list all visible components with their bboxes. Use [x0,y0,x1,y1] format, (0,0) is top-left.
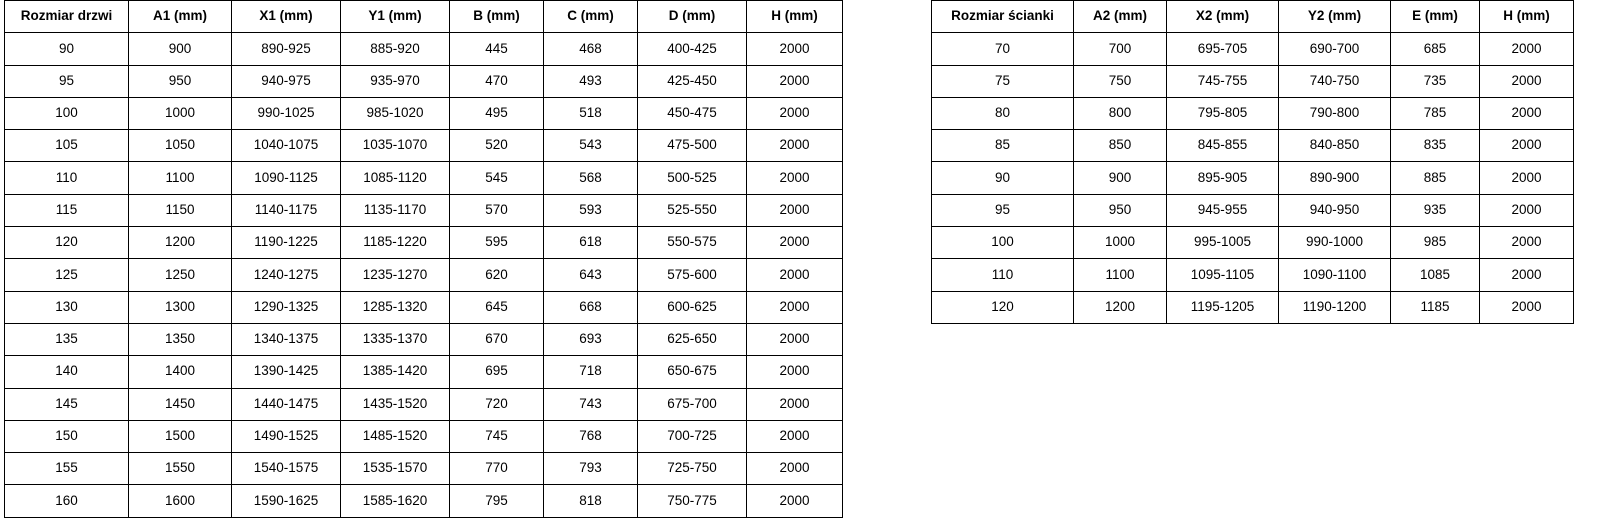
table-row [5,485,843,517]
cell: 2000 [1480,259,1574,291]
cell: 90 [932,162,1074,194]
cell: 890-925 [232,33,341,65]
cell: 845-855 [1167,130,1279,162]
column-header-rozmiar-drzwi: Rozmiar drzwi [5,1,129,33]
cell: 2000 [747,194,843,226]
cell: 600-625 [638,291,747,323]
cell: 695 [450,356,544,388]
cell: 575-600 [638,259,747,291]
cell: 950 [1074,194,1167,226]
cell: 1400 [129,356,232,388]
walls-dimensions-table [931,0,1574,324]
cell: 2000 [1480,97,1574,129]
cell: 795 [450,485,544,517]
table-row [5,453,843,485]
cell: 745 [450,420,544,452]
walls-dimensions-table-container [931,0,1574,324]
cell: 1150 [129,194,232,226]
column-header-x1: X1 (mm) [232,1,341,33]
column-header-a2: A2 (mm) [1074,1,1167,33]
cell: 995-1005 [1167,227,1279,259]
cell: 720 [450,388,544,420]
cell: 2000 [747,259,843,291]
walls-table-header [932,1,1574,33]
cell: 1050 [129,130,232,162]
cell: 885-920 [341,33,450,65]
cell: 1235-1270 [341,259,450,291]
table-row [932,130,1574,162]
cell: 100 [932,227,1074,259]
cell: 900 [1074,162,1167,194]
cell: 743 [544,388,638,420]
column-header-rozmiar-scianki: Rozmiar ścianki [932,1,1074,33]
cell: 1200 [129,227,232,259]
cell: 95 [932,194,1074,226]
cell: 120 [5,227,129,259]
cell: 1000 [129,97,232,129]
cell: 985-1020 [341,97,450,129]
cell: 725-750 [638,453,747,485]
cell: 985 [1391,227,1480,259]
cell: 1435-1520 [341,388,450,420]
cell: 1000 [1074,227,1167,259]
cell: 1340-1375 [232,323,341,355]
cell: 570 [450,194,544,226]
cell: 1190-1200 [1279,291,1391,323]
cell: 1300 [129,291,232,323]
cell: 2000 [747,130,843,162]
cell: 2000 [1480,194,1574,226]
cell: 1185-1220 [341,227,450,259]
table-row [5,130,843,162]
cell: 2000 [1480,130,1574,162]
cell: 895-905 [1167,162,1279,194]
table-row [932,291,1574,323]
cell: 2000 [1480,291,1574,323]
cell: 2000 [747,65,843,97]
cell: 425-450 [638,65,747,97]
cell: 1550 [129,453,232,485]
table-row [5,259,843,291]
cell: 75 [932,65,1074,97]
cell: 935-970 [341,65,450,97]
cell: 900 [129,33,232,65]
cell: 1350 [129,323,232,355]
cell: 568 [544,162,638,194]
cell: 675-700 [638,388,747,420]
cell: 95 [5,65,129,97]
cell: 990-1000 [1279,227,1391,259]
cell: 940-950 [1279,194,1391,226]
cell: 840-850 [1279,130,1391,162]
table-row [932,227,1574,259]
cell: 140 [5,356,129,388]
table-row [932,162,1574,194]
cell: 445 [450,33,544,65]
cell: 1195-1205 [1167,291,1279,323]
cell: 1450 [129,388,232,420]
cell: 100 [5,97,129,129]
cell: 495 [450,97,544,129]
cell: 695-705 [1167,33,1279,65]
cell: 1200 [1074,291,1167,323]
table-row [5,194,843,226]
cell: 990-1025 [232,97,341,129]
cell: 450-475 [638,97,747,129]
cell: 945-955 [1167,194,1279,226]
cell: 735 [1391,65,1480,97]
cell: 670 [450,323,544,355]
table-row [932,97,1574,129]
table-row [932,259,1574,291]
cell: 2000 [747,356,843,388]
cell: 2000 [747,227,843,259]
cell: 520 [450,130,544,162]
cell: 645 [450,291,544,323]
cell: 625-650 [638,323,747,355]
cell: 1135-1170 [341,194,450,226]
cell: 885 [1391,162,1480,194]
column-header-b: B (mm) [450,1,544,33]
walls-table-body [932,33,1574,324]
cell: 2000 [747,420,843,452]
table-row [5,323,843,355]
column-header-c: C (mm) [544,1,638,33]
column-header-x2: X2 (mm) [1167,1,1279,33]
cell: 145 [5,388,129,420]
cell: 650-675 [638,356,747,388]
table-row [5,356,843,388]
table-row [5,388,843,420]
cell: 518 [544,97,638,129]
column-header-a1: A1 (mm) [129,1,232,33]
cell: 668 [544,291,638,323]
cell: 125 [5,259,129,291]
cell: 1390-1425 [232,356,341,388]
cell: 468 [544,33,638,65]
column-header-d: D (mm) [638,1,747,33]
cell: 70 [932,33,1074,65]
cell: 700-725 [638,420,747,452]
cell: 2000 [747,388,843,420]
cell: 470 [450,65,544,97]
cell: 785 [1391,97,1480,129]
cell: 770 [450,453,544,485]
doors-dimensions-table [4,0,843,518]
cell: 740-750 [1279,65,1391,97]
cell: 550-575 [638,227,747,259]
table-row [5,33,843,65]
cell: 2000 [747,33,843,65]
cell: 685 [1391,33,1480,65]
doors-table-header [5,1,843,33]
cell: 2000 [747,453,843,485]
table-row [932,194,1574,226]
cell: 90 [5,33,129,65]
cell: 1500 [129,420,232,452]
cell: 818 [544,485,638,517]
table-row [5,227,843,259]
cell: 115 [5,194,129,226]
cell: 850 [1074,130,1167,162]
cell: 105 [5,130,129,162]
cell: 1090-1100 [1279,259,1391,291]
cell: 545 [450,162,544,194]
cell: 935 [1391,194,1480,226]
cell: 1240-1275 [232,259,341,291]
cell: 525-550 [638,194,747,226]
cell: 1490-1525 [232,420,341,452]
cell: 2000 [747,291,843,323]
column-header-y1: Y1 (mm) [341,1,450,33]
cell: 750-775 [638,485,747,517]
cell: 800 [1074,97,1167,129]
cell: 493 [544,65,638,97]
cell: 2000 [1480,33,1574,65]
cell: 2000 [1480,162,1574,194]
cell: 543 [544,130,638,162]
cell: 500-525 [638,162,747,194]
column-header-e: E (mm) [1391,1,1480,33]
cell: 1190-1225 [232,227,341,259]
cell: 1095-1105 [1167,259,1279,291]
cell: 718 [544,356,638,388]
cell: 1140-1175 [232,194,341,226]
cell: 400-425 [638,33,747,65]
table-header-row [932,1,1574,33]
cell: 1085 [1391,259,1480,291]
column-header-h: H (mm) [747,1,843,33]
cell: 1440-1475 [232,388,341,420]
cell: 2000 [747,162,843,194]
cell: 690-700 [1279,33,1391,65]
table-row [5,420,843,452]
cell: 618 [544,227,638,259]
cell: 793 [544,453,638,485]
cell: 1485-1520 [341,420,450,452]
cell: 1085-1120 [341,162,450,194]
column-header-y2: Y2 (mm) [1279,1,1391,33]
cell: 1600 [129,485,232,517]
cell: 750 [1074,65,1167,97]
cell: 768 [544,420,638,452]
cell: 1335-1370 [341,323,450,355]
cell: 693 [544,323,638,355]
cell: 1040-1075 [232,130,341,162]
cell: 85 [932,130,1074,162]
cell: 1185 [1391,291,1480,323]
cell: 1585-1620 [341,485,450,517]
cell: 1285-1320 [341,291,450,323]
cell: 620 [450,259,544,291]
cell: 2000 [747,485,843,517]
cell: 1250 [129,259,232,291]
cell: 593 [544,194,638,226]
cell: 1100 [129,162,232,194]
cell: 1590-1625 [232,485,341,517]
cell: 155 [5,453,129,485]
cell: 110 [5,162,129,194]
table-row [932,33,1574,65]
cell: 790-800 [1279,97,1391,129]
cell: 795-805 [1167,97,1279,129]
table-row [5,97,843,129]
cell: 940-975 [232,65,341,97]
table-row [5,162,843,194]
cell: 475-500 [638,130,747,162]
cell: 745-755 [1167,65,1279,97]
cell: 950 [129,65,232,97]
table-header-row [5,1,843,33]
cell: 2000 [1480,65,1574,97]
doors-dimensions-table-container [4,0,843,518]
cell: 1385-1420 [341,356,450,388]
cell: 1535-1570 [341,453,450,485]
cell: 120 [932,291,1074,323]
cell: 890-900 [1279,162,1391,194]
cell: 643 [544,259,638,291]
cell: 835 [1391,130,1480,162]
cell: 2000 [747,97,843,129]
cell: 2000 [747,323,843,355]
doors-table-body [5,33,843,517]
cell: 150 [5,420,129,452]
cell: 700 [1074,33,1167,65]
cell: 1090-1125 [232,162,341,194]
column-header-h: H (mm) [1480,1,1574,33]
cell: 2000 [1480,227,1574,259]
table-row [5,65,843,97]
cell: 595 [450,227,544,259]
cell: 1100 [1074,259,1167,291]
cell: 80 [932,97,1074,129]
cell: 1540-1575 [232,453,341,485]
cell: 130 [5,291,129,323]
cell: 110 [932,259,1074,291]
table-row [5,291,843,323]
cell: 1035-1070 [341,130,450,162]
cell: 160 [5,485,129,517]
cell: 135 [5,323,129,355]
table-row [932,65,1574,97]
cell: 1290-1325 [232,291,341,323]
